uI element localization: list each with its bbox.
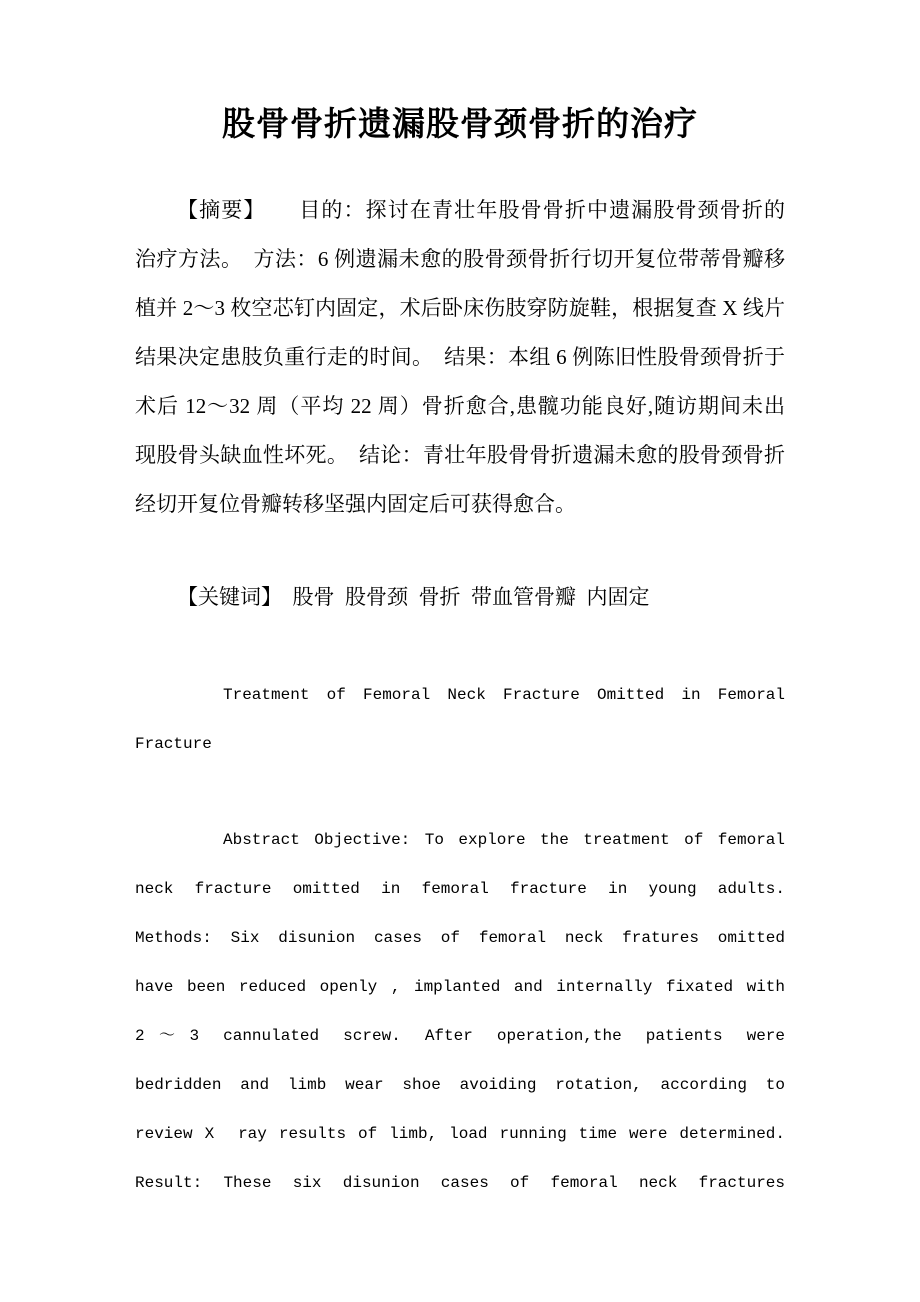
en-abstract-line: Result: These six disunion cases of femoral neck fractures	[135, 1174, 785, 1192]
en-abstract	[135, 816, 785, 1208]
cn-abstract	[135, 186, 785, 529]
en-abstract-line: Methods: Six disunion cases of femoral neck fratures omitted	[135, 929, 785, 947]
cn-abstract-line: 【摘要】 目的：探讨在青壮年股骨骨折中遗漏股骨颈骨折的	[177, 198, 785, 222]
en-abstract-line: 2～3 cannulated screw. After operation,the patients were	[135, 1027, 785, 1045]
en-abstract-line: review X ray results of limb, load running time were determined.	[135, 1125, 785, 1143]
cn-abstract-line: 现股骨头缺血性坏死。 结论：青壮年股骨骨折遗漏未愈的股骨颈骨折	[135, 443, 785, 467]
cn-abstract-line: 术后 12～32 周（平均 22 周）骨折愈合,患髋功能良好,随访期间未出	[135, 394, 785, 418]
cn-abstract-line: 经切开复位骨瓣转移坚强内固定后可获得愈合。	[135, 492, 576, 516]
en-abstract-line: Abstract Objective: To explore the treatment of femoral	[223, 831, 785, 849]
cn-abstract-line: 植并 2～3 枚空芯钉内固定，术后卧床伤肢穿防旋鞋，根据复查 X 线片	[135, 296, 785, 320]
en-title-line: Treatment of Femoral Neck Fracture Omitted in Femoral	[223, 686, 785, 704]
en-title-line: Fracture	[135, 735, 212, 753]
en-abstract-line: bedridden and limb wear shoe avoiding rotation, according to	[135, 1076, 785, 1094]
cn-keywords	[135, 573, 785, 622]
document-title: 股骨骨折遗漏股骨颈骨折的治疗	[222, 107, 698, 143]
cn-abstract-line: 结果决定患肢负重行走的时间。 结果：本组 6 例陈旧性股骨颈骨折于	[135, 345, 785, 369]
cn-abstract-line: 治疗方法。 方法：6 例遗漏未愈的股骨颈骨折行切开复位带蒂骨瓣移	[135, 247, 785, 271]
cn-keywords-line: 【关键词】 股骨 股骨颈 骨折 带血管骨瓣 内固定	[177, 585, 650, 609]
en-abstract-line: have been reduced openly , implanted and internally fixated with	[135, 978, 785, 996]
en-abstract-line: neck fracture omitted in femoral fracture in young adults.	[135, 880, 785, 898]
document-content	[135, 0, 785, 1208]
en-title	[135, 671, 785, 769]
